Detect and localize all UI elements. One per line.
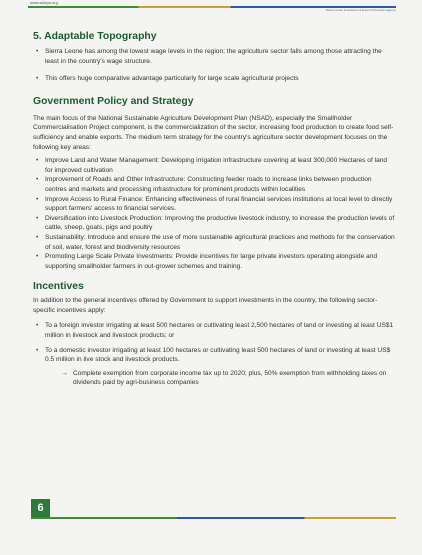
policy-bullet: • Improve Access to Rural Finance: Enhancing effectiveness of rural financial services institutions at local level to directly support farmers' access to financial services.: [33, 195, 395, 214]
section-5-title: 5. Adaptable Topography: [33, 31, 157, 42]
incentive-bullet: • To a foreign investor irrigating at least 500 hectares or cultivating least 2,500 hectares of land or investing at least US$1 million in livestock and livestock products; or: [33, 321, 395, 340]
policy-list: [33, 156, 395, 271]
incentives-paragraph: In addition to the general incentives offered by Government to support investments in the country, the following sector-specific incentives apply:: [33, 297, 378, 314]
incentive-sub-text: Complete exemption from corporate income tax up to 2020; plus, 50% exemption from withholding taxes on dividends paid by agri-business companies: [73, 369, 387, 387]
policy-bullet: • Diversification into Livestock Production: Improving the productive livestock industry, to increase the production levels of cattle, sheep, goats, pigs and poultry: [33, 214, 395, 233]
page-content: [33, 22, 395, 388]
header-tag: Sierra Leone Investment & Export Promotion Agency: [325, 8, 396, 12]
policy-bullet: • Sustainability: Introduce and ensure the use of more sustainable agricultural practices and methods for the conservation of soil, water, forest and biodiversity resources: [33, 233, 395, 252]
header-url: www.slieipa.org: [30, 0, 58, 5]
incentive-bullet: • To a domestic investor irrigating at least 100 hectares or cultivating least 500 hectares of land or investing at least US$ 0.5 million in live stock and livestock products.: [33, 346, 395, 365]
incentive-sub-item: [33, 369, 395, 388]
policy-bullet: • Improvement of Roads and Other Infrastructure: Constructing feeder roads to increase links between production centres and markets and processing infrastructure for prominent products within localities: [33, 175, 395, 194]
section-5-bullet: • Sierra Leone has among the lowest wage levels in the region; the agriculture sector falls among those attracting the least in the country's wage structure.: [33, 47, 395, 66]
page-number: 6: [31, 499, 50, 517]
section-5-bullet: • This offers huge comparative advantage particularly for large scale agricultural projects: [33, 74, 395, 84]
incentives-list: [33, 321, 395, 364]
incentives-title: Incentives: [33, 281, 84, 293]
policy-title: Government Policy and Strategy: [33, 95, 194, 107]
footer-rule: [31, 517, 396, 519]
policy-bullet: • Promoting Large Scale Private Investments: Provide incentives for large private investors operating alongside and supporting smallholder farmers in out-grower schemes and training.: [33, 252, 395, 271]
arrow-icon: →: [61, 369, 68, 377]
page-header: [0, 0, 422, 11]
section-5-list: [33, 47, 395, 84]
policy-paragraph: The main focus of the National Sustainable Agriculture Development Plan (NSAD), especially the Smallholder Commercialisation Project component, is the commercialization of the sector, increasing food production to create food self-sufficiency and enable exports. The medium term strategy for the country's agriculture sector development focuses on the following key areas:: [33, 114, 394, 151]
policy-bullet: • Improve Land and Water Management: Developing irrigation infrastructure covering at least 300,000 Hectares of land for improved cultivation: [33, 156, 395, 175]
